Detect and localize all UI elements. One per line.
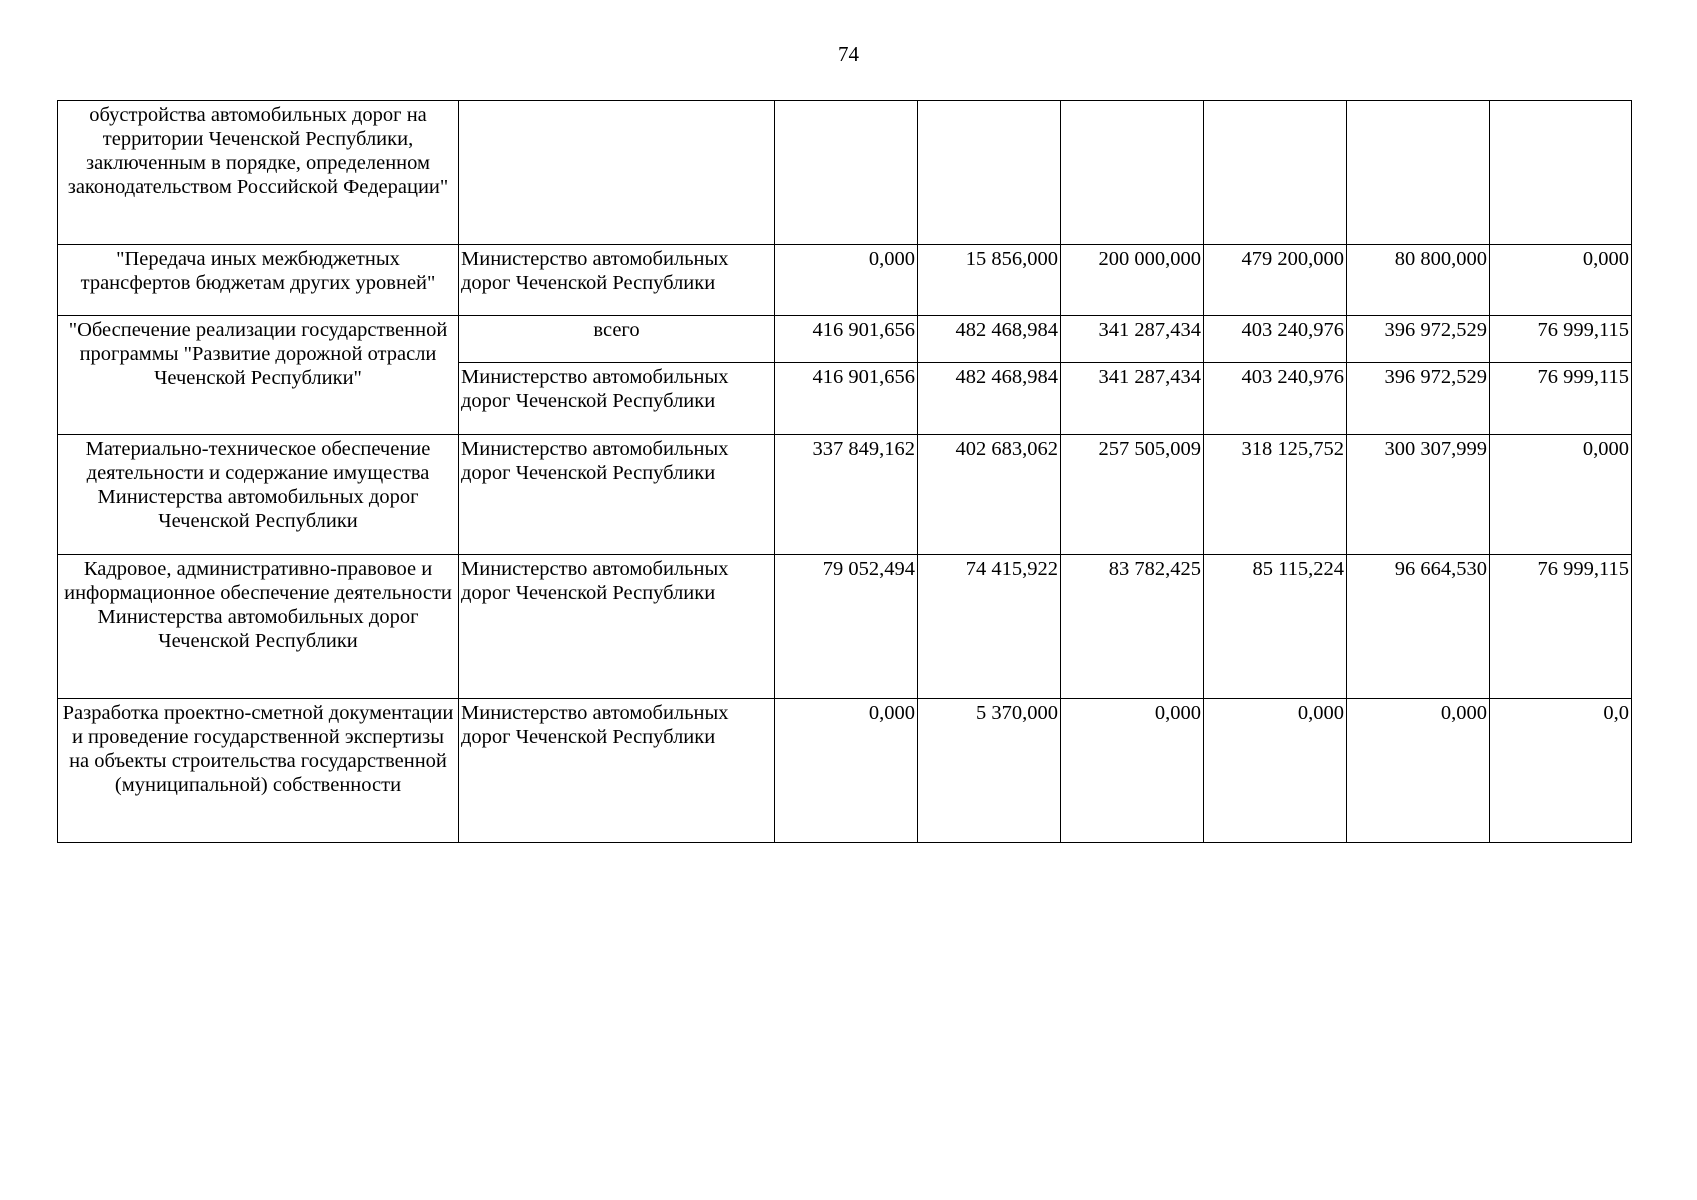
executor-cell: Министерство автомобильных дорог Чеченской Республики: [459, 245, 775, 316]
row-name-cell: обустройства автомобильных дорог на территории Чеченской Республики, заключенным в порядке, определенном законодательством Российской Федерации": [58, 101, 459, 245]
value-cell: 300 307,999: [1347, 435, 1490, 555]
value-cell: 403 240,976: [1204, 316, 1347, 363]
value-cell: [1347, 101, 1490, 245]
table-row: [58, 435, 1632, 555]
executor-cell: Министерство автомобильных дорог Чеченской Республики: [459, 435, 775, 555]
value-cell: 0,000: [1490, 245, 1632, 316]
value-cell: 0,000: [1347, 699, 1490, 843]
executor-cell: [459, 101, 775, 245]
value-cell: 403 240,976: [1204, 363, 1347, 435]
value-cell: 0,000: [1204, 699, 1347, 843]
row-name-cell: "Обеспечение реализации государственной программы "Развитие дорожной отрасли Чеченской Республики": [58, 316, 459, 435]
row-name-cell: Кадровое, административно-правовое и информационное обеспечение деятельности Министерства автомобильных дорог Чеченской Республики: [58, 555, 459, 699]
value-cell: 402 683,062: [918, 435, 1061, 555]
value-cell: 0,000: [1061, 699, 1204, 843]
value-cell: 200 000,000: [1061, 245, 1204, 316]
value-cell: 0,000: [775, 245, 918, 316]
row-name-cell: Материально-техническое обеспечение деятельности и содержание имущества Министерства автомобильных дорог Чеченской Республики: [58, 435, 459, 555]
executor-cell: всего: [459, 316, 775, 363]
value-cell: 416 901,656: [775, 316, 918, 363]
row-name-cell: Разработка проектно-сметной документации и проведение государственной экспертизы на объекты строительства государственной (муниципальной) собственности: [58, 699, 459, 843]
value-cell: 482 468,984: [918, 363, 1061, 435]
value-cell: 416 901,656: [775, 363, 918, 435]
table-row: [58, 245, 1632, 316]
value-cell: 83 782,425: [1061, 555, 1204, 699]
value-cell: 0,0: [1490, 699, 1632, 843]
value-cell: 257 505,009: [1061, 435, 1204, 555]
budget-table: [57, 100, 1632, 843]
value-cell: 396 972,529: [1347, 316, 1490, 363]
value-cell: [1061, 101, 1204, 245]
value-cell: 0,000: [775, 699, 918, 843]
value-cell: 79 052,494: [775, 555, 918, 699]
value-cell: 76 999,115: [1490, 555, 1632, 699]
value-cell: 85 115,224: [1204, 555, 1347, 699]
value-cell: 74 415,922: [918, 555, 1061, 699]
value-cell: 15 856,000: [918, 245, 1061, 316]
value-cell: 341 287,434: [1061, 316, 1204, 363]
value-cell: 479 200,000: [1204, 245, 1347, 316]
table-row: [58, 555, 1632, 699]
value-cell: [1204, 101, 1347, 245]
value-cell: 80 800,000: [1347, 245, 1490, 316]
executor-cell: Министерство автомобильных дорог Чеченской Республики: [459, 555, 775, 699]
executor-cell: Министерство автомобильных дорог Чеченской Республики: [459, 363, 775, 435]
page-number: 74: [838, 42, 859, 66]
value-cell: 76 999,115: [1490, 363, 1632, 435]
value-cell: [918, 101, 1061, 245]
table-row: [58, 699, 1632, 843]
value-cell: 341 287,434: [1061, 363, 1204, 435]
value-cell: 5 370,000: [918, 699, 1061, 843]
value-cell: [775, 101, 918, 245]
table-row: [58, 101, 1632, 245]
value-cell: 96 664,530: [1347, 555, 1490, 699]
value-cell: 0,000: [1490, 435, 1632, 555]
value-cell: 396 972,529: [1347, 363, 1490, 435]
executor-cell: Министерство автомобильных дорог Чеченской Республики: [459, 699, 775, 843]
row-name-cell: "Передача иных межбюджетных трансфертов бюджетам других уровней": [58, 245, 459, 316]
value-cell: 76 999,115: [1490, 316, 1632, 363]
value-cell: [1490, 101, 1632, 245]
value-cell: 482 468,984: [918, 316, 1061, 363]
table-row: [58, 316, 1632, 363]
value-cell: 318 125,752: [1204, 435, 1347, 555]
value-cell: 337 849,162: [775, 435, 918, 555]
